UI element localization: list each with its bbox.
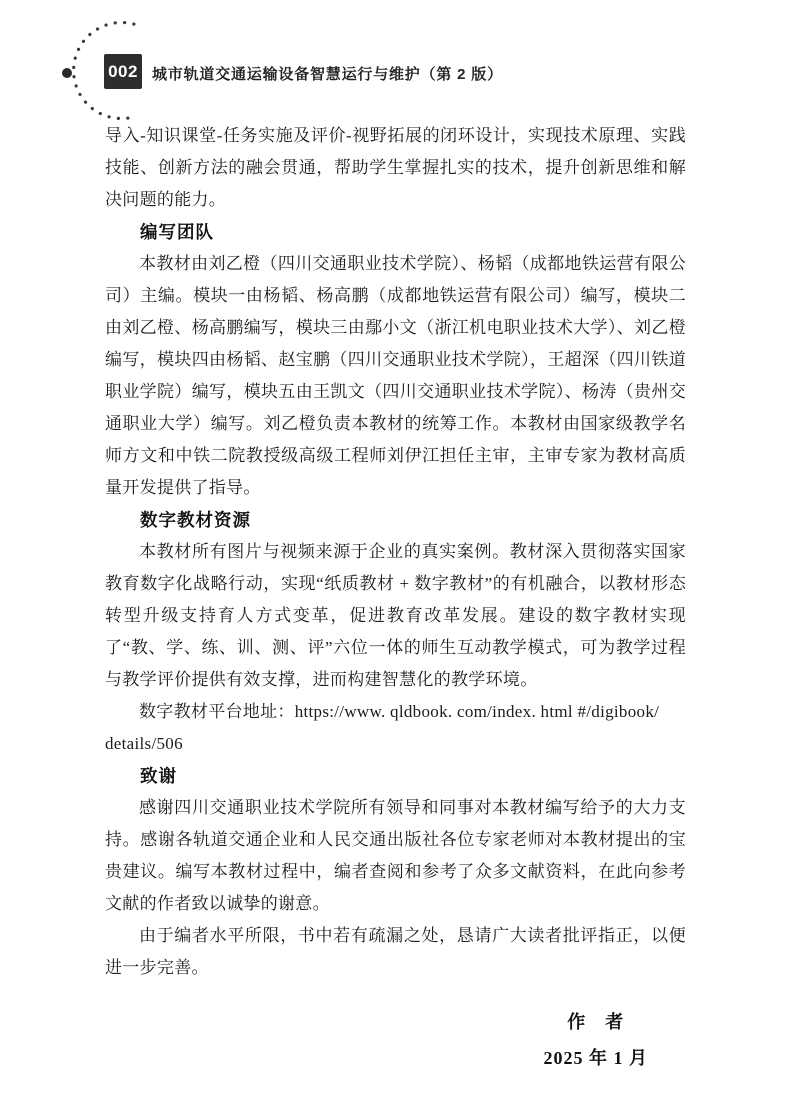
page-number-badge: 002 <box>104 54 142 89</box>
paragraph-digital-resources: 本教材所有图片与视频来源于企业的真实案例。教材深入贯彻落实国家教育数字化战略行动，实现“纸质教材 + 数字教材”的有机融合，以教材形态转型升级支持育人方式变革，促进教育改革发展。建设的数字教材实现了“教、学、练、训、测、评”六位一体的师生互动教学模式，可为教学过程与教学评价提供有效支撑，进而构建智慧化的教学环境。 <box>105 542 686 689</box>
section-heading-writing-team: 编写团队 <box>140 222 214 242</box>
paragraph-platform-address <box>105 696 686 760</box>
signature-block <box>544 1004 649 1076</box>
paragraph-acknowledgements: 感谢四川交通职业技术学院所有领导和同事对本教材编写给予的大力支持。感谢各轨道交通企业和人民交通出版社各位专家老师对本教材提出的宝贵建议。编写本教材过程中，编者查阅和参考了众多文献资料，在此向参考文献的作者致以诚挚的谢意。 <box>105 798 686 913</box>
section-heading-digital-resources: 数字教材资源 <box>140 510 251 530</box>
paragraph-intro-continuation: 导入-知识课堂-任务实施及评价-视野拓展的闭环设计，实现技术原理、实践技能、创新方法的融会贯通，帮助学生掌握扎实的技术，提升创新思维和解决问题的能力。 <box>105 126 686 209</box>
page-body <box>105 120 686 984</box>
paragraph-writing-team: 本教材由刘乙橙（四川交通职业技术学院）、杨韬（成都地铁运营有限公司）主编。模块一由杨韬、杨高鹏（成都地铁运营有限公司）编写，模块二由刘乙橙、杨高鹏编写，模块三由鄢小文（浙江机电职业技术大学）、刘乙橙编写，模块四由杨韬、赵宝鹏（四川交通职业技术学院），王超深（四川铁道职业学院）编写，模块五由王凯文（四川交通职业技术学院）、杨涛（贵州交通职业大学）编写。刘乙橙负责本教材的统筹工作。本教材由国家级教学名师方文和中铁二院教授级高级工程师刘伊江担任主审，主审专家为教材高质量开发提供了指导。 <box>105 254 686 497</box>
running-book-title: 城市轨道交通运输设备智慧运行与维护（第 2 版） <box>152 66 503 83</box>
platform-address-line2: details/506 <box>105 734 183 753</box>
author-label: 作 者 <box>567 1012 625 1032</box>
bullet-dot-icon <box>62 68 72 78</box>
paragraph-closing-remark: 由于编者水平所限，书中若有疏漏之处，恳请广大读者批评指正，以便进一步完善。 <box>105 926 686 977</box>
platform-address-line1: 数字教材平台地址：https://www. qldbook. com/index. html #/digibook/ <box>139 702 660 721</box>
signature-date: 2025 年 1 月 <box>543 1048 648 1068</box>
section-heading-acknowledgements: 致谢 <box>140 766 177 786</box>
